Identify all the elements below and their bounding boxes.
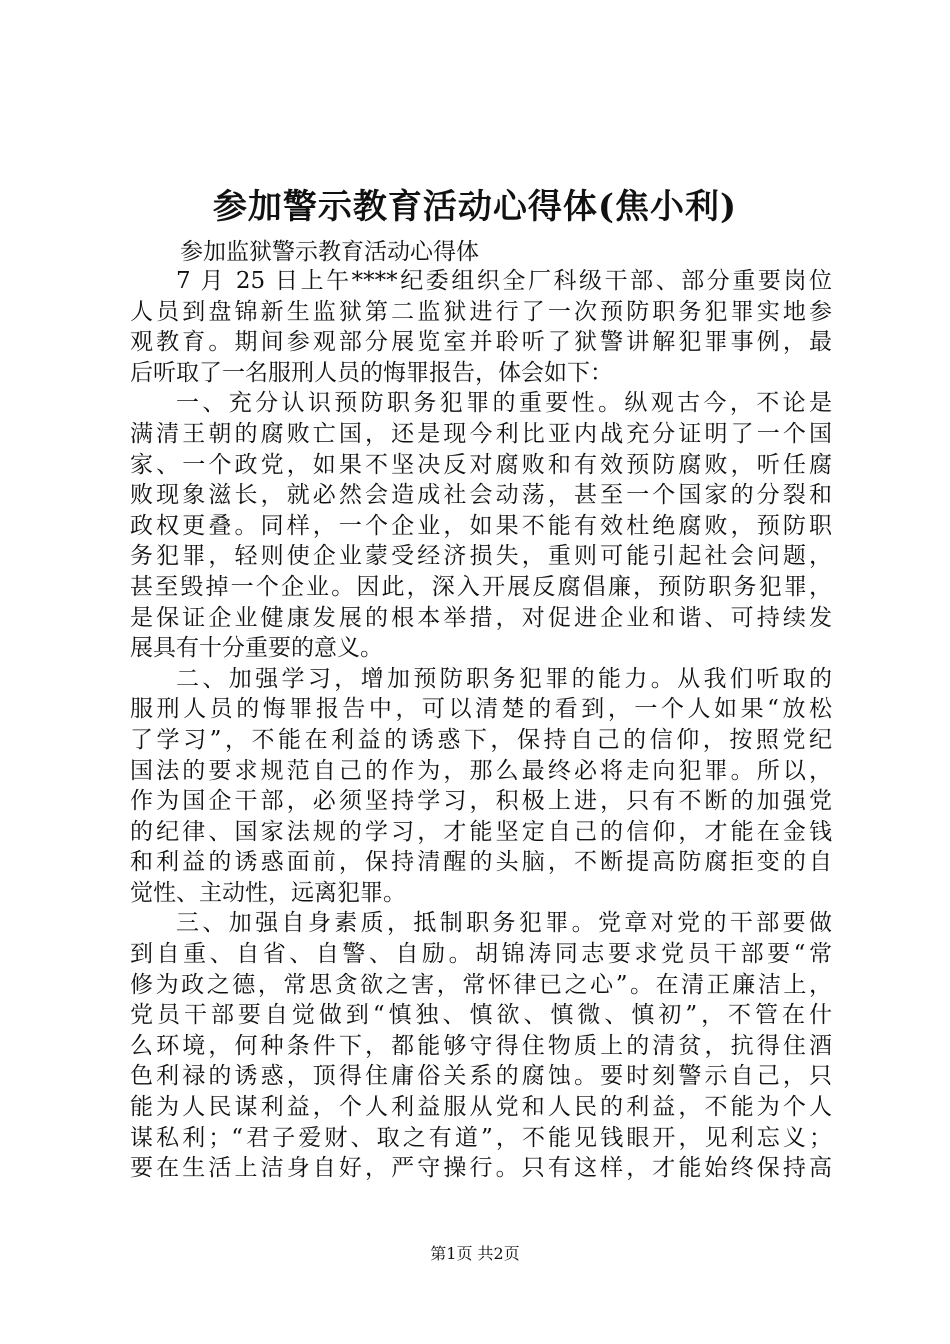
text-line: 人员到盘锦新生监狱第二监狱进行了一次预防职务犯罪实地参 [130,298,832,325]
text-line: 能为人民谋利益，个人利益服从党和人民的利益，不能为个人 [130,1094,832,1121]
text-line: 修为政之德，常思贪欲之害，常怀律已之心”。在清正廉洁上， [130,971,832,998]
text-line: 家、一个政党，如果不坚决反对腐败和有效预防腐败，听任腐 [130,451,832,478]
document-body [130,266,832,1184]
text-line: 败现象滋长，就必然会造成社会动荡，甚至一个国家的分裂和 [130,482,832,509]
text-line: 政权更叠。同样，一个企业，如果不能有效杜绝腐败，预防职 [130,512,832,539]
text-line: 是保证企业健康发展的根本举措，对促进企业和谐、可持续发 [130,604,832,631]
document-subtitle: 参加监狱警示教育活动心得体 [180,239,479,265]
text-line: 要在生活上洁身自好，严守操行。只有这样，才能始终保持高 [130,1155,832,1182]
text-line: 到自重、自省、自警、自励。胡锦涛同志要求党员干部要“常 [130,941,832,968]
text-line: 觉性、主动性，远离犯罪。 [130,879,406,906]
text-line: 了学习”，不能在利益的诱惑下，保持自己的信仰，按照党纪 [130,726,832,753]
text-line: 一、充分认识预防职务犯罪的重要性。纵观古今，不论是 [176,390,832,417]
text-line: 色利禄的诱惑，顶得住庸俗关系的腐蚀。要时刻警示自己，只 [130,1063,832,1090]
text-line: 7 月 25 日上午****纪委组织全厂科级干部、部分重要岗位 [176,268,832,294]
text-line: 作为国企干部，必须坚持学习，积极上进，只有不断的加强党 [130,788,832,815]
document-title: 参加警示教育活动心得体(焦小利) [212,187,738,227]
text-line: 满清王朝的腐败亡国，还是现今利比亚内战充分证明了一个国 [130,420,832,447]
text-line: 甚至毁掉一个企业。因此，深入开展反腐倡廉，预防职务犯罪， [130,573,832,600]
text-line: 务犯罪，轻则使企业蒙受经济损失，重则可能引起社会问题， [130,543,832,570]
text-line: 服刑人员的悔罪报告中，可以清楚的看到，一个人如果“放松 [130,696,832,723]
text-line: 的纪律、国家法规的学习，才能坚定自己的信仰，才能在金钱 [130,818,832,845]
text-line: 国法的要求规范自己的作为，那么最终必将走向犯罪。所以， [130,757,832,784]
text-line: 三、加强自身素质，抵制职务犯罪。党章对党的干部要做 [176,910,832,937]
text-line: 后听取了一名服刑人员的悔罪报告，体会如下： [130,359,613,386]
text-line: 和利益的诱惑面前，保持清醒的头脑，不断提高防腐拒变的自 [130,849,832,876]
text-line: 观教育。期间参观部分展览室并聆听了狱警讲解犯罪事例，最 [130,329,832,356]
text-line: 谋私利；“君子爱财、取之有道”，不能见钱眼开，见利忘义； [130,1124,832,1151]
text-line: 党员干部要自觉做到“慎独、慎欲、慎微、慎初”，不管在什 [130,1002,832,1029]
text-line: 么环境，何种条件下，都能够守得住物质上的清贫，抗得住酒 [130,1032,832,1059]
text-line: 二、加强学习，增加预防职务犯罪的能力。从我们听取的 [176,665,832,692]
text-line: 展具有十分重要的意义。 [130,635,383,662]
page-number: 第1页 共2页 [430,1244,520,1263]
